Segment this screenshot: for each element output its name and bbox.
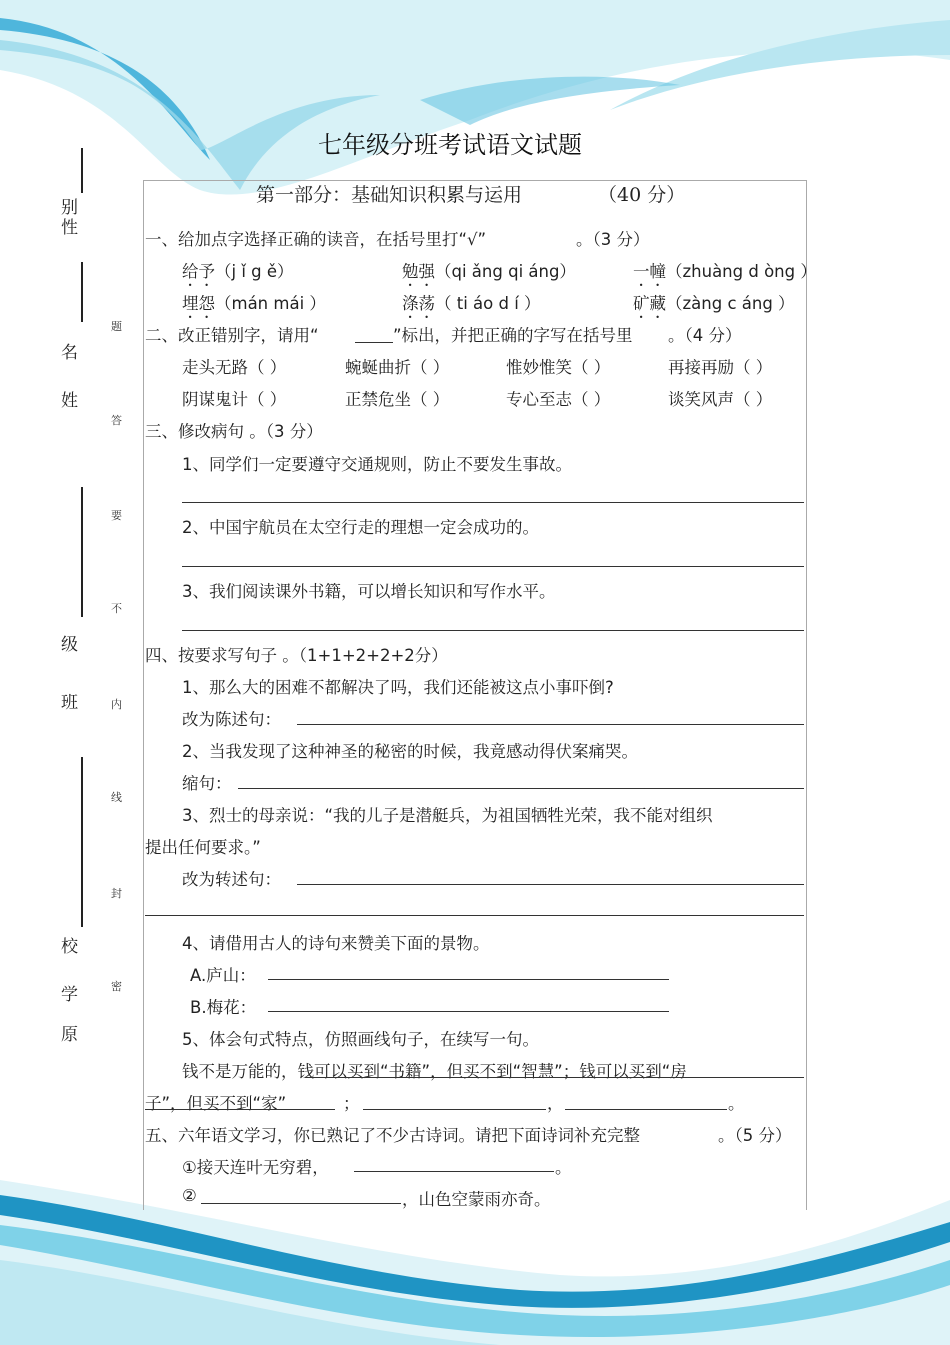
q2-item: 阴谋鬼计（ ） (182, 390, 287, 409)
q2-item: 正禁危坐（ ） (345, 390, 450, 409)
q5-line-2-num: ② (182, 1186, 197, 1205)
q4-answer-line-3b[interactable] (145, 915, 804, 916)
side-label-xing2: 姓 (61, 391, 78, 411)
q3-sentence: 2、中国宇航员在太空行走的理想一定会成功的。 (182, 518, 539, 537)
q2-item: 谈笑风声（ ） (668, 390, 773, 409)
q4-answer-line-5a[interactable] (363, 1109, 546, 1110)
q3-answer-line[interactable] (182, 630, 804, 631)
q2-underline-sample (355, 342, 393, 343)
q5-line-2: ，山色空蒙雨亦奇。 (402, 1190, 551, 1209)
part-heading: 第一部分：基础知识积累与运用 (256, 184, 523, 206)
q2-item: 蜿蜒曲折（ ） (345, 358, 450, 377)
seal-char: 题 (111, 320, 122, 333)
seal-char: 不 (111, 602, 122, 615)
q1-title: 一、给加点字选择正确的读音，在括号里打“√” (145, 230, 487, 249)
q5-title: 五、六年语文学习，你已熟记了不少古诗词。请把下面诗词补充完整 (145, 1126, 640, 1145)
q3-sentence: 1、同学们一定要遵守交通规则，防止不要发生事故。 (182, 455, 572, 474)
seal-char: 要 (111, 509, 122, 522)
q4-sentence-4: 4、请借用古人的诗句来赞美下面的景物。 (182, 934, 490, 953)
q4-answer-line-2[interactable] (238, 788, 804, 789)
q4-answer-line-5b[interactable] (565, 1109, 727, 1110)
q3-answer-line[interactable] (182, 502, 804, 503)
q4-answer-line-1[interactable] (297, 724, 804, 725)
side-label-bie: 别 (61, 198, 78, 218)
gender-line (81, 148, 83, 193)
q1-word: 一幢 (633, 262, 666, 281)
q5-answer-line-2[interactable] (201, 1203, 401, 1204)
q4-answer-line-3[interactable] (297, 884, 804, 885)
side-label-xue: 学 (61, 985, 78, 1005)
q4-answer-line-4b[interactable] (268, 1011, 669, 1012)
side-label-yuan: 原 (61, 1025, 78, 1045)
seal-char: 封 (111, 887, 122, 900)
q1-pinyin: （j ǐ g ě） (215, 262, 294, 281)
q4-comma: ， (547, 1094, 564, 1113)
name-line (81, 262, 83, 322)
q4-sentence-2: 2、当我发现了这种神圣的秘密的时候，我竟感动得伏案痛哭。 (182, 742, 638, 761)
q1-item (402, 290, 541, 322)
page-title: 七年级分班考试语文试题 (318, 131, 582, 159)
q1-item (182, 290, 326, 322)
seal-char: 密 (111, 980, 122, 993)
part-score: （40 分） (598, 184, 686, 206)
side-label-ban: 班 (61, 693, 78, 713)
side-label-xing: 性 (61, 218, 78, 238)
q4-answer-line-4a[interactable] (268, 979, 669, 980)
q1-word: 涤荡 (402, 294, 435, 313)
q2-score: 。（4 分） (668, 326, 742, 345)
q1-word: 勉强 (402, 262, 435, 281)
q2-title-a: 二、改正错别字，请用“ (145, 326, 319, 345)
q4-model-sentence-a: 钱不是万能的，钱可以买到“书籍”，但买不到“智慧”；钱可以买到“房 (182, 1062, 687, 1081)
class-line (81, 487, 83, 617)
q2-title-b: ”标出，并把正确的字写在括号里 (393, 326, 633, 345)
q3-sentence: 3、我们阅读课外书籍，可以增长知识和写作水平。 (182, 582, 556, 601)
q1-pinyin: （ ti áo d í ） (435, 294, 541, 313)
q5-score: 。（5 分） (718, 1126, 792, 1145)
q4-period: 。 (728, 1094, 745, 1113)
q2-item: 专心至志（ ） (506, 390, 611, 409)
q4-semicolon: ； (343, 1094, 360, 1113)
q5-line-1: ①接天连叶无穷碧， (182, 1158, 329, 1177)
q4-sentence-3a: 3、烈士的母亲说：“我的儿子是潜艇兵，为祖国牺牲光荣，我不能对组织 (182, 806, 713, 825)
q4-label-1: 改为陈述句： (182, 710, 281, 729)
q1-item (633, 290, 795, 322)
q4-model-underline-b (145, 1109, 335, 1110)
q5-answer-line-1[interactable] (354, 1171, 554, 1172)
q1-item (182, 258, 294, 290)
q1-word: 矿藏 (633, 294, 666, 313)
q1-item (402, 258, 576, 290)
box-right-line (806, 180, 807, 1210)
q1-pinyin: （qi ǎng qi áng） (435, 262, 576, 281)
q2-item: 走头无路（ ） (182, 358, 287, 377)
box-left-line (143, 180, 144, 1210)
q4-label-4a: A.庐山： (190, 966, 256, 985)
q4-label-2: 缩句： (182, 774, 232, 793)
q1-word: 给予 (182, 262, 215, 281)
q1-pinyin: （mán mái ） (215, 294, 326, 313)
q4-label-4b: B.梅花： (190, 998, 257, 1017)
q2-item: 再接再励（ ） (668, 358, 773, 377)
q4-sentence-1: 1、那么大的困难不都解决了吗，我们还能被这点小事吓倒? (182, 678, 614, 697)
q4-model-sentence-b: 子”，但买不到“家” (145, 1094, 287, 1113)
side-label-ji: 级 (61, 635, 78, 655)
side-label-ming: 名 (61, 343, 78, 363)
q4-title: 四、按要求写句子 。（1+1+2+2+2分） (145, 646, 448, 665)
seal-char: 线 (111, 791, 122, 804)
q1-pinyin: （zàng c áng ） (666, 294, 795, 313)
seal-char: 答 (111, 414, 122, 427)
q2-item: 惟妙惟笑（ ） (506, 358, 611, 377)
q5-line-1-end: 。 (555, 1158, 572, 1177)
q3-title: 三、修改病句 。（3 分） (145, 422, 323, 441)
q1-word: 埋怨 (182, 294, 215, 313)
q3-answer-line[interactable] (182, 566, 804, 567)
side-label-xiao: 校 (61, 937, 78, 957)
seal-char: 内 (111, 698, 122, 711)
q4-model-underline-a (305, 1077, 804, 1078)
q1-score: 。（3 分） (576, 230, 650, 249)
q1-item (633, 258, 817, 290)
q4-sentence-3b: 提出任何要求。” (145, 838, 261, 857)
q4-sentence-5: 5、体会句式特点，仿照画线句子，在续写一句。 (182, 1030, 539, 1049)
q1-pinyin: （zhuàng d òng ） (666, 262, 817, 281)
school-line (81, 757, 83, 927)
q4-label-3: 改为转述句： (182, 870, 281, 889)
